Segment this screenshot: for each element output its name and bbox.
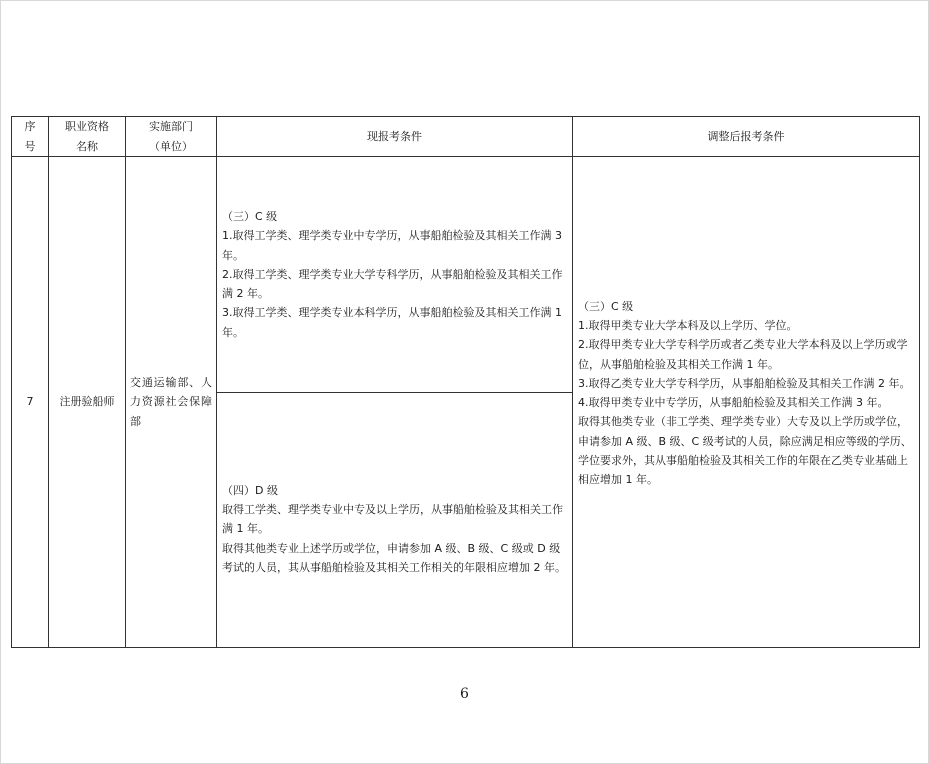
cell-department: 交通运输部、人力资源社会保障部 bbox=[126, 157, 217, 648]
current-c-item-2: 2.取得工学类、理学类专业大学专科学历，从事船舶检验及其相关工作满 2 年。 bbox=[222, 267, 563, 301]
cell-adjusted-conditions bbox=[573, 157, 920, 648]
adjusted-heading: （三）C 级 bbox=[578, 299, 634, 313]
page-number: 6 bbox=[460, 686, 469, 702]
adjusted-item-2: 2.取得甲类专业大学专科学历或者乙类专业大学本科及以上学历或学位，从事船舶检验及其相关工作满 1 年。 bbox=[578, 338, 908, 371]
cell-current-d-level bbox=[217, 393, 573, 648]
cell-seq: 7 bbox=[12, 157, 49, 648]
adjusted-item-4: 4.取得甲类专业中专学历，从事船舶检验及其相关工作满 3 年。 bbox=[578, 396, 889, 409]
header-row bbox=[12, 117, 920, 157]
header-seq-line1: 序 bbox=[24, 120, 36, 134]
adjusted-item-1: 1.取得甲类专业大学本科及以上学历、学位。 bbox=[578, 319, 798, 332]
adjusted-item-5: 取得其他类专业（非工学类、理学类专业）大专及以上学历或学位，申请参加 A 级、B 级、C 级考试的人员，除应满足相应等级的学历、学位要求外，其从事船舶检验及其相关工作的年限在乙类专业基础上相应增加 1 年。 bbox=[578, 415, 912, 486]
header-qualification-line1: 职业资格 bbox=[65, 120, 109, 134]
header-qualification bbox=[49, 117, 126, 157]
qualification-table bbox=[11, 116, 920, 648]
cell-current-c-level bbox=[217, 157, 573, 393]
header-qualification-line2: 名称 bbox=[76, 139, 98, 153]
current-c-item-3: 3.取得工学类、理学类专业本科学历，从事船舶检验及其相关工作满 1 年。 bbox=[222, 306, 562, 339]
adjusted-item-3: 3.取得乙类专业大学专科学历，从事船舶检验及其相关工作满 2 年。 bbox=[578, 376, 911, 390]
cell-qualification: 注册验船师 bbox=[49, 157, 126, 648]
table-row bbox=[12, 157, 920, 393]
header-adjusted-conditions: 调整后报考条件 bbox=[573, 117, 920, 157]
current-c-item-1: 1.取得工学类、理学类专业中专学历，从事船舶检验及其相关工作满 3 年。 bbox=[222, 229, 562, 262]
header-seq bbox=[12, 117, 49, 157]
current-d-item-2: 取得其他类专业上述学历或学位，申请参加 A 级、B 级、C 级或 D 级考试的人员，其从事船舶检验及其相关工作相关的年限相应增加 2 年。 bbox=[222, 541, 566, 574]
header-department-line1: 实施部门 bbox=[149, 120, 193, 134]
current-d-item-1: 取得工学类、理学类专业中专及以上学历，从事船舶检验及其相关工作满 1 年。 bbox=[222, 503, 563, 536]
current-d-heading: （四）D 级 bbox=[222, 483, 278, 497]
header-seq-line2: 号 bbox=[24, 139, 36, 153]
current-c-heading: （三）C 级 bbox=[222, 210, 278, 224]
header-department bbox=[126, 117, 217, 157]
header-current-conditions: 现报考条件 bbox=[217, 117, 573, 157]
header-department-line2: （单位） bbox=[149, 139, 193, 153]
